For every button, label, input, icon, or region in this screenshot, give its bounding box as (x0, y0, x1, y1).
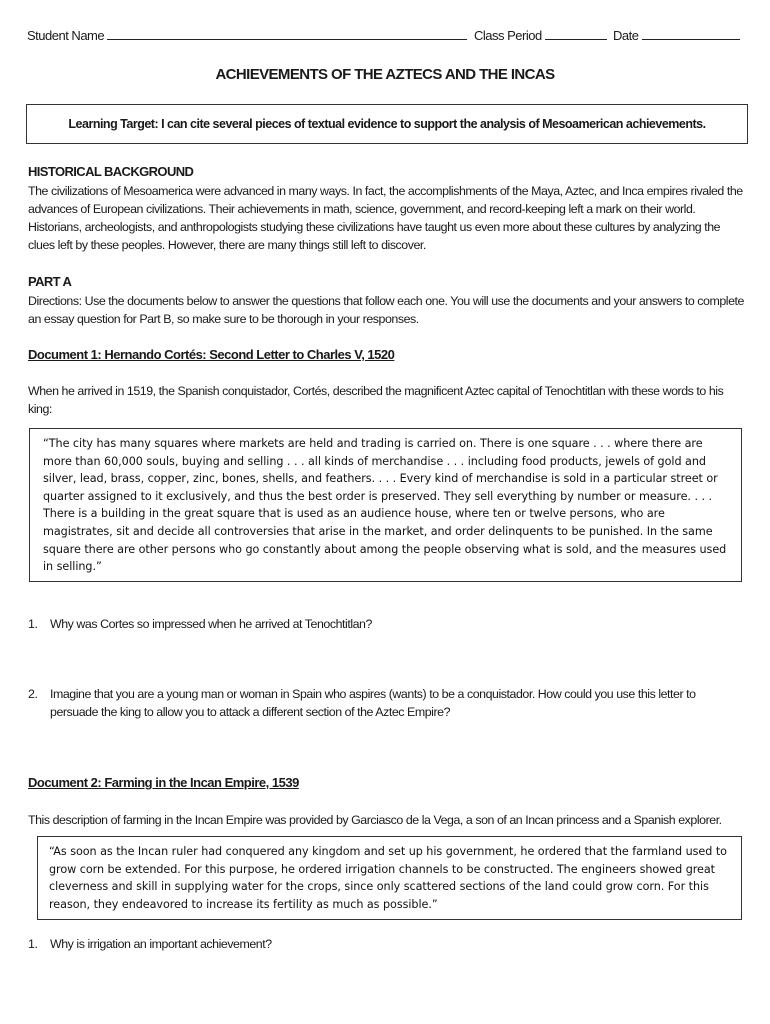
part-a-directions: Directions: Use the documents below to answer the questions that follow each one. You will use the documents and your answers to complete an essay question for Part B, so make sure to be thorough in your responses. (28, 294, 744, 326)
question-text: Imagine that you are a young man or woman in Spain who aspires (wants) to be a conquistador. How could you use this letter to persuade the king to allow you to attack a different section of the Aztec Empire? (50, 687, 696, 719)
student-name-label: Student Name (27, 28, 105, 43)
class-period-blank[interactable] (545, 28, 607, 40)
document1-question-1 (28, 615, 710, 633)
question-text: Why was Cortes so impressed when he arrived at Tenochtitlan? (50, 617, 372, 631)
document2-quote: “As soon as the Incan ruler had conquered any kingdom and set up his government, he ordered that the farmland used to grow corn be extended. For this purpose, he ordered irrigation channels to be constructed. The engineers showed great cleverness and skill in supplying water for the crops, since only scattered sections of the land could grow corn. For this reason, they endeavored to increase its fertility as much as possible.” (49, 845, 727, 911)
part-a-heading: PART A (28, 274, 72, 289)
document1-quote-box (29, 428, 742, 582)
document1-question-2 (28, 685, 710, 721)
date-label: Date (613, 28, 639, 43)
question-text: Why is irrigation an important achievement? (50, 937, 272, 951)
learning-target-text: Learning Target: I can cite several pieces of textual evidence to support the analysis of Mesoamerican achievements. (68, 117, 706, 131)
document2-question-1 (28, 935, 710, 953)
document2-quote-box (37, 836, 742, 920)
class-period-label: Class Period (474, 28, 542, 43)
historical-background-heading: HISTORICAL BACKGROUND (28, 164, 194, 179)
document2-intro: This description of farming in the Incan Empire was provided by Garciasco de la Vega, a son of an Incan princess and a Spanish explorer. (28, 813, 722, 827)
question-number: 1. (28, 937, 38, 951)
student-name-blank[interactable] (107, 28, 467, 40)
question-number: 1. (28, 617, 38, 631)
page-title: ACHIEVEMENTS OF THE AZTECS AND THE INCAS (215, 66, 555, 83)
document1-intro: When he arrived in 1519, the Spanish conquistador, Cortés, described the magnificent Aztec capital of Tenochtitlan with these words to his king: (28, 384, 724, 416)
question-number: 2. (28, 687, 38, 701)
document1-quote: “The city has many squares where markets are held and trading is carried on. There is one square . . . where there are more than 60,000 souls, buying and selling . . . all kinds of merchandise . . . including food products, jewels of gold and silver, lead, brass, copper, zinc, bones, shells, and feathers. . . . Every kind of merchandise is sold in a particular street or quarter assigned to it exclusively, and thus the best order is preserved. They sell everything by number or measure. . . . There is a building in the great square that is used as an audience house, where ten or twelve persons, who are magistrates, sit and decide all controversies that arise in the market, and order delinquents to be punished. In the same square there are other persons who go constantly about among the people observing what is sold, and the measures used in selling.” (43, 437, 727, 574)
historical-background-text: The civilizations of Mesoamerica were advanced in many ways. In fact, the accomplishments of the Maya, Aztec, and Inca empires rivaled the advances of European civilizations. Their achievements in math, science, government, and record-keeping left a mark on their world. Historians, archeologists, and anthropologists studying these civilizations have taught us even more about these cultures by analyzing the clues left by these peoples. However, there are many things still left to discover. (28, 184, 743, 252)
date-field[interactable] (613, 28, 740, 43)
student-name-field[interactable] (27, 28, 467, 43)
class-period-field[interactable] (474, 28, 607, 43)
document2-heading: Document 2: Farming in the Incan Empire, 1539 (28, 775, 299, 790)
date-blank[interactable] (642, 28, 740, 40)
learning-target-box (26, 104, 748, 144)
document1-heading: Document 1: Hernando Cortés: Second Letter to Charles V, 1520 (28, 347, 395, 362)
